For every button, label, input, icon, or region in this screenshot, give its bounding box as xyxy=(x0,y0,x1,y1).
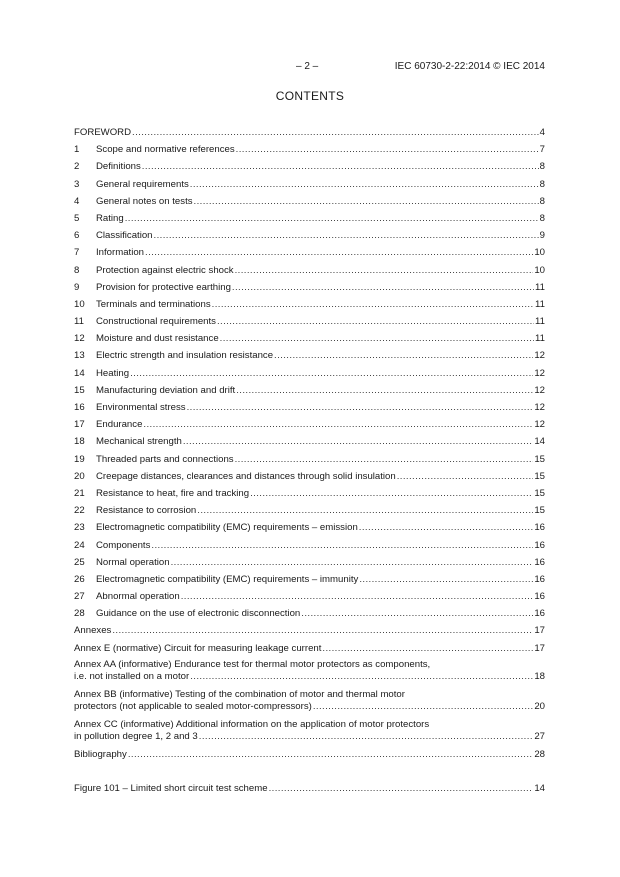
page-header xyxy=(0,61,620,75)
dot-leader xyxy=(190,671,533,683)
toc-entry-title: Electromagnetic compatibility (EMC) requirements – immunity xyxy=(96,573,359,585)
dot-leader xyxy=(217,316,534,328)
toc-entry-title-line2: i.e. not installed on a motor xyxy=(74,671,190,682)
toc-entry-page: 10 xyxy=(534,264,545,276)
toc-entry-title: Terminals and terminations xyxy=(96,298,211,310)
toc-entry[interactable] xyxy=(74,540,545,552)
toc-entry-page: 17 xyxy=(534,642,545,654)
toc-entry-number: 19 xyxy=(74,453,85,465)
toc-entry-title: Scope and normative references xyxy=(96,144,235,156)
toc-entry-title: Resistance to heat, fire and tracking xyxy=(96,487,250,499)
toc-entry-number: 16 xyxy=(74,402,85,413)
toc-entry-title-line2: protectors (not applicable to sealed motor-compressors) xyxy=(74,701,312,712)
toc-entry-number: 8 xyxy=(74,264,80,276)
toc-entry-page: 9 xyxy=(539,230,545,242)
toc-entry-title-line1: Annex CC (informative) Additional information on the application of motor protectors xyxy=(74,719,430,730)
toc-entry-page: 12 xyxy=(534,402,545,413)
toc-entry[interactable] xyxy=(74,230,545,242)
dot-leader xyxy=(269,783,534,795)
toc-entry-page: 27 xyxy=(534,731,545,742)
toc-entry-number: 4 xyxy=(74,195,80,207)
toc-annex-entry[interactable] xyxy=(74,719,545,743)
toc-entry-title: Annexes xyxy=(74,625,112,637)
dot-leader xyxy=(322,643,533,655)
toc-entry[interactable] xyxy=(74,196,545,208)
toc-entry[interactable] xyxy=(74,454,545,466)
toc-entry-number: 1 xyxy=(74,144,80,156)
toc-entry-page: 11 xyxy=(535,281,545,293)
dot-leader xyxy=(397,471,534,483)
toc-entry-page: 11 xyxy=(535,316,545,328)
toc-entry-page: 8 xyxy=(539,212,545,224)
toc-entry[interactable] xyxy=(74,368,545,380)
toc-entry-title: Electric strength and insulation resistance xyxy=(96,350,274,362)
dot-leader xyxy=(197,505,533,517)
dot-leader xyxy=(194,196,539,208)
toc-entry-number: 12 xyxy=(74,333,85,345)
toc-entry-title: Threaded parts and connections xyxy=(96,453,234,465)
dot-leader xyxy=(112,625,533,637)
toc-entry[interactable] xyxy=(74,333,545,345)
dot-leader xyxy=(190,179,539,191)
toc-entry-page: 4 xyxy=(539,127,545,138)
toc-entry-page: 12 xyxy=(534,384,545,396)
toc-entry[interactable] xyxy=(74,419,545,431)
toc-entry[interactable] xyxy=(74,179,545,191)
toc-entry-page: 15 xyxy=(534,453,545,465)
toc-entry-number: 27 xyxy=(74,591,85,603)
toc-entry-page: 16 xyxy=(534,608,545,620)
toc-entry-title: Mechanical strength xyxy=(96,436,182,448)
toc-entry-page: 15 xyxy=(534,505,545,517)
toc-entry-number: 15 xyxy=(74,384,85,396)
toc-entry-title: Moisture and dust resistance xyxy=(96,333,219,345)
toc-entry-page: 18 xyxy=(534,671,545,682)
toc-entry-title: Normal operation xyxy=(96,556,170,568)
toc-entry-number: 22 xyxy=(74,505,85,517)
toc-entry-title: FOREWORD xyxy=(74,127,132,138)
dot-leader xyxy=(183,436,533,448)
dot-leader xyxy=(274,350,533,362)
toc-entry-title: General requirements xyxy=(96,178,189,190)
toc-entry[interactable] xyxy=(74,643,545,655)
toc-entry-title: Constructional requirements xyxy=(96,316,216,328)
toc-entry-title: Guidance on the use of electronic disconnection xyxy=(96,608,301,620)
toc-entry[interactable] xyxy=(74,282,545,294)
dot-leader xyxy=(187,402,534,414)
dot-leader xyxy=(236,144,539,156)
toc-entry-page: 8 xyxy=(539,178,545,190)
dot-leader xyxy=(143,419,533,431)
document-reference: IEC 60730-2-22:2014 © IEC 2014 xyxy=(394,61,545,72)
toc-entry-page: 15 xyxy=(534,470,545,482)
dot-leader xyxy=(212,299,534,311)
toc-entry-number: 11 xyxy=(74,316,84,328)
dot-leader xyxy=(232,282,534,294)
toc-entry-page: 8 xyxy=(539,195,545,207)
toc-entry-number: 3 xyxy=(74,178,80,190)
toc-entry[interactable] xyxy=(74,505,545,517)
page-title: CONTENTS xyxy=(275,89,345,103)
toc-entry[interactable] xyxy=(74,299,545,311)
table-of-contents xyxy=(74,127,545,660)
dot-leader xyxy=(125,213,539,225)
toc-annex-entry[interactable] xyxy=(74,659,545,683)
dot-leader xyxy=(359,522,534,534)
toc-entry-page: 28 xyxy=(534,749,545,760)
toc-entry-number: 5 xyxy=(74,212,80,224)
toc-entry[interactable] xyxy=(74,522,545,534)
toc-entry-title: Definitions xyxy=(96,161,141,173)
toc-entry[interactable] xyxy=(74,213,545,225)
toc-entry-title: Abnormal operation xyxy=(96,591,180,603)
dot-leader xyxy=(171,557,534,569)
toc-entry-number: 9 xyxy=(74,281,80,293)
toc-entry[interactable] xyxy=(74,488,545,500)
toc-entry-title: Manufacturing deviation and drift xyxy=(96,384,236,396)
toc-entry-number: 7 xyxy=(74,247,80,259)
toc-entry-number: 28 xyxy=(74,608,85,620)
toc-entry[interactable] xyxy=(74,385,545,397)
toc-entry-page: 7 xyxy=(539,144,545,156)
toc-entry[interactable] xyxy=(74,316,545,328)
dot-leader xyxy=(313,701,534,713)
toc-entry-page: 12 xyxy=(534,350,545,362)
toc-entry[interactable] xyxy=(74,127,545,139)
dot-leader xyxy=(128,749,534,761)
toc-entry[interactable] xyxy=(74,591,545,603)
toc-entry-number: 13 xyxy=(74,350,85,362)
toc-entry-title: Heating xyxy=(96,367,130,379)
toc-entry[interactable] xyxy=(74,265,545,277)
dot-leader xyxy=(220,333,534,345)
toc-entry-number: 18 xyxy=(74,436,85,448)
dot-leader xyxy=(235,454,534,466)
toc-entry-title: Protection against electric shock xyxy=(96,264,234,276)
dot-leader xyxy=(236,385,533,397)
toc-entry[interactable] xyxy=(74,247,545,259)
toc-entry[interactable] xyxy=(74,402,545,414)
toc-annex-entry[interactable] xyxy=(74,689,545,713)
toc-entry[interactable] xyxy=(74,608,545,620)
toc-entry-page: 15 xyxy=(534,487,545,499)
toc-entry-page: 11 xyxy=(535,298,545,310)
toc-entry-title: Provision for protective earthing xyxy=(96,281,231,293)
list-of-figures xyxy=(74,783,545,795)
dot-leader xyxy=(250,488,533,500)
dot-leader xyxy=(154,230,539,242)
toc-entry-page: 14 xyxy=(534,436,545,448)
toc-entry-title: Information xyxy=(96,247,144,259)
toc-entry-title: General notes on tests xyxy=(96,195,193,207)
dot-leader xyxy=(199,731,534,743)
toc-entry-number: 25 xyxy=(74,556,85,568)
toc-entry-number: 21 xyxy=(74,487,85,499)
toc-entry-title: Bibliography xyxy=(74,749,127,760)
toc-entry-page: 12 xyxy=(534,367,545,379)
toc-entry-title: Annex E (normative) Circuit for measuring leakage current xyxy=(74,642,322,654)
toc-entry-title: Resistance to corrosion xyxy=(96,505,197,517)
toc-entry-page: 10 xyxy=(534,247,545,259)
toc-entry-number: 26 xyxy=(74,573,85,585)
dot-leader xyxy=(181,591,534,603)
toc-entry[interactable] xyxy=(74,161,545,173)
bibliography-contents xyxy=(74,749,545,761)
dot-leader xyxy=(301,608,533,620)
toc-entry-page: 12 xyxy=(534,419,545,431)
toc-entry-page: 16 xyxy=(534,539,545,551)
toc-entry-title-line2: in pollution degree 1, 2 and 3 xyxy=(74,731,198,742)
toc-entry[interactable] xyxy=(74,471,545,483)
toc-entry-number: 24 xyxy=(74,539,85,551)
toc-entry-title-line1: Annex BB (informative) Testing of the combination of motor and thermal motor xyxy=(74,689,405,700)
toc-entry-title: Rating xyxy=(96,212,124,224)
toc-entry-number: 2 xyxy=(74,161,80,173)
toc-entry[interactable] xyxy=(74,144,545,156)
toc-entry-page: 8 xyxy=(539,161,545,173)
dot-leader xyxy=(130,368,533,380)
toc-entry-page: 14 xyxy=(534,783,545,794)
dot-leader xyxy=(151,540,533,552)
toc-entry[interactable] xyxy=(74,625,545,637)
toc-entry-title: Endurance xyxy=(96,419,143,431)
figure-entry[interactable] xyxy=(74,783,545,795)
toc-entry-page: 16 xyxy=(534,573,545,585)
toc-entry-page: 17 xyxy=(534,625,545,637)
toc-entry[interactable] xyxy=(74,350,545,362)
toc-entry-title-line1: Annex AA (informative) Endurance test for thermal motor protectors as components, xyxy=(74,659,431,670)
dot-leader xyxy=(132,127,539,139)
toc-entry-number: 17 xyxy=(74,419,85,431)
toc-entry-number: 23 xyxy=(74,522,85,534)
toc-entry-number: 14 xyxy=(74,367,85,379)
toc-entry-page: 16 xyxy=(534,556,545,568)
dot-leader xyxy=(145,247,533,259)
toc-entry-title: Figure 101 – Limited short circuit test scheme xyxy=(74,783,268,794)
toc-entry-number: 20 xyxy=(74,470,85,482)
toc-entry-page: 20 xyxy=(534,701,545,712)
annex-contents xyxy=(74,659,545,749)
dot-leader xyxy=(359,574,533,586)
toc-entry-title: Components xyxy=(96,539,151,551)
toc-entry[interactable] xyxy=(74,436,545,448)
toc-entry-page: 11 xyxy=(535,333,545,345)
dot-leader xyxy=(142,161,539,173)
toc-entry-page: 16 xyxy=(534,522,545,534)
toc-entry[interactable] xyxy=(74,574,545,586)
toc-entry-title: Creepage distances, clearances and distances through solid insulation xyxy=(96,470,396,482)
toc-entry-title: Classification xyxy=(96,230,153,242)
toc-entry-title: Electromagnetic compatibility (EMC) requirements – emission xyxy=(96,522,358,534)
toc-entry-number: 10 xyxy=(74,298,85,310)
toc-entry[interactable] xyxy=(74,557,545,569)
page-number: – 2 – xyxy=(296,61,319,72)
dot-leader xyxy=(235,265,534,277)
toc-entry-number: 6 xyxy=(74,230,80,242)
toc-entry-page: 16 xyxy=(534,591,545,603)
toc-entry-bibliography[interactable] xyxy=(74,749,545,761)
toc-entry-title: Environmental stress xyxy=(96,402,186,413)
